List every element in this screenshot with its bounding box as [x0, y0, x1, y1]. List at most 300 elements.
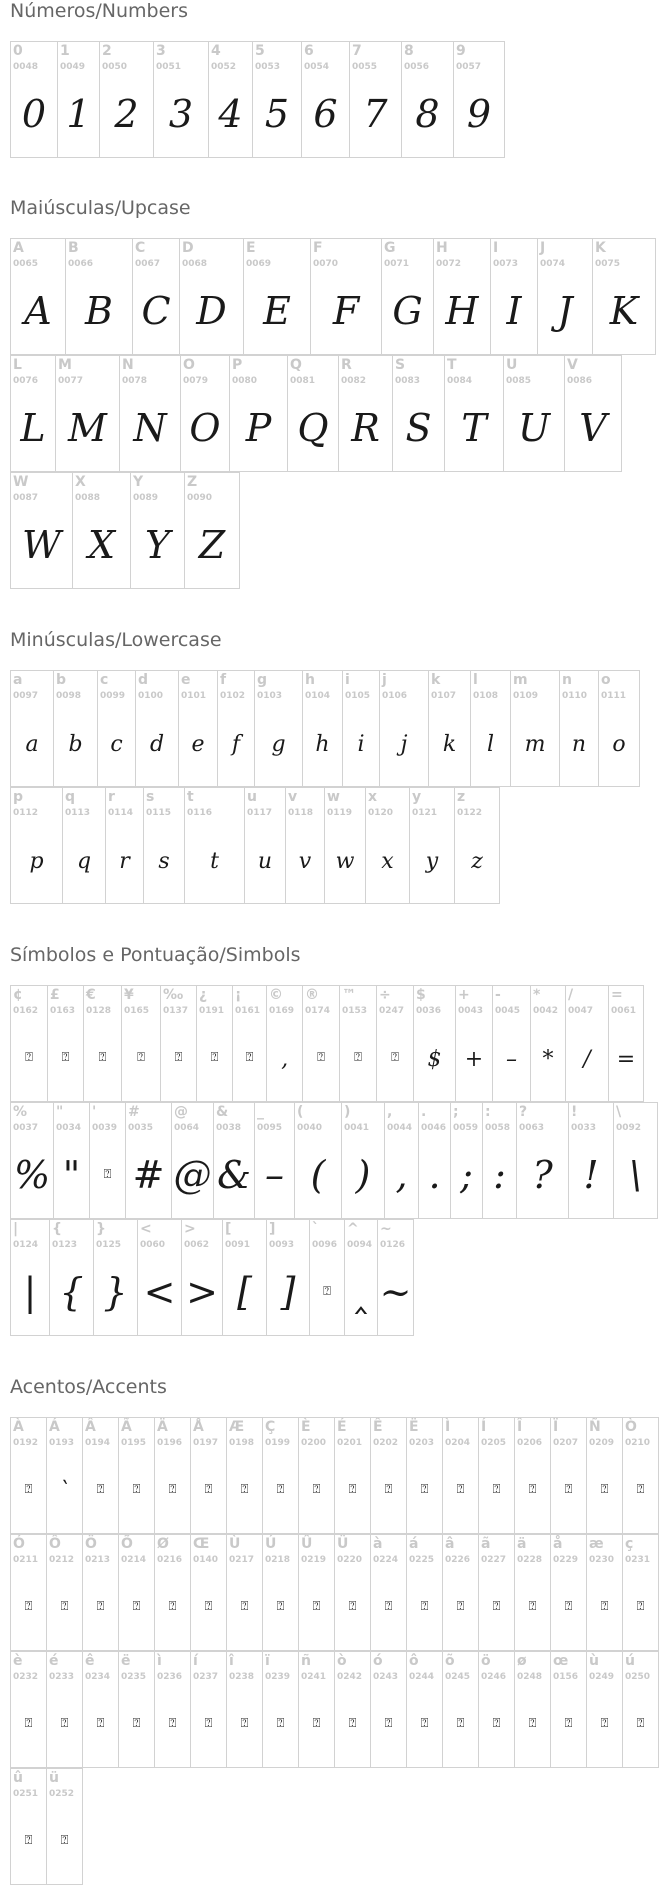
char-code: 0114 [108, 808, 134, 818]
char-label: Â [85, 1419, 96, 1435]
char-code: 0111 [601, 691, 627, 701]
char-code: 0079 [183, 376, 209, 386]
char-label: ü [49, 1770, 59, 1786]
char-label: & [216, 1104, 229, 1120]
char-label: 3 [156, 43, 166, 59]
glyph-cell [586, 1417, 623, 1534]
missing-glyph-icon: ⍰ [456, 1482, 465, 1497]
glyph-cell [181, 1219, 223, 1336]
glyph-preview: K [609, 289, 639, 333]
glyph-preview: | [23, 1270, 37, 1314]
missing-glyph-icon: ⍰ [60, 1599, 69, 1614]
char-label: Ë [409, 1419, 419, 1435]
char-label: i [345, 672, 350, 688]
glyph-cell [118, 1651, 155, 1768]
glyph-cell [444, 355, 504, 472]
missing-glyph-icon: ⍰ [24, 1482, 33, 1497]
glyph-cell [217, 670, 255, 787]
char-label: Ç [265, 1419, 276, 1435]
char-code: 0214 [121, 1555, 147, 1565]
char-code: 0064 [174, 1123, 200, 1133]
glyph-preview: , [395, 1153, 408, 1197]
char-label: á [409, 1536, 419, 1552]
glyph-cell [514, 1534, 551, 1651]
char-label: £ [50, 987, 60, 1003]
glyph-preview: u [257, 849, 273, 874]
section-title-numbers: Números/Numbers [10, 0, 188, 22]
missing-glyph-icon: ⍰ [312, 1716, 321, 1731]
char-label: D [182, 240, 194, 256]
glyph-cell [10, 238, 66, 355]
char-label: O [183, 357, 195, 373]
glyph-preview: 2 [114, 92, 139, 136]
glyph-cell [266, 1219, 310, 1336]
char-label: p [13, 789, 24, 805]
char-code: 0140 [193, 1555, 219, 1565]
char-label: ' [92, 1104, 97, 1120]
char-label: I [493, 240, 499, 256]
missing-glyph-icon: ⍰ [391, 1050, 399, 1065]
glyph-cell [244, 787, 286, 904]
missing-glyph-icon: ⍰ [132, 1716, 141, 1731]
glyph-cell [384, 1102, 419, 1219]
char-label: Ù [229, 1536, 241, 1552]
glyph-cell [190, 1534, 227, 1651]
char-code: 0153 [342, 1006, 368, 1016]
missing-glyph-icon: ⍰ [132, 1482, 141, 1497]
char-label: Œ [193, 1536, 210, 1552]
missing-glyph-icon: ⍰ [276, 1716, 285, 1731]
char-label: } [96, 1221, 106, 1237]
char-code: 0035 [128, 1123, 154, 1133]
glyph-cell [514, 1417, 551, 1534]
char-label: j [382, 672, 387, 688]
glyph-cell [376, 985, 414, 1102]
char-label: r [108, 789, 115, 805]
char-code: 0042 [533, 1006, 559, 1016]
char-code: 0106 [382, 691, 408, 701]
glyph-cell [180, 355, 230, 472]
char-label: ; [453, 1104, 459, 1120]
char-code: 0204 [445, 1438, 471, 1448]
glyph-preview: " [62, 1153, 81, 1197]
glyph-row [10, 1651, 658, 1768]
glyph-preview: B [85, 289, 113, 333]
glyph-cell [83, 985, 122, 1102]
char-code: 0070 [313, 259, 339, 269]
glyph-preview: N [133, 406, 167, 450]
glyph-cell [349, 41, 402, 158]
glyph-cell [568, 1102, 614, 1219]
char-label: Ä [157, 1419, 168, 1435]
glyph-preview: 1 [66, 92, 91, 136]
char-label: ó [373, 1653, 383, 1669]
missing-glyph-icon: ⍰ [210, 1050, 219, 1065]
char-code: 0241 [301, 1672, 327, 1682]
missing-glyph-icon: ⍰ [564, 1716, 573, 1731]
missing-glyph-icon: ⍰ [24, 1833, 33, 1848]
char-code: 0084 [447, 376, 473, 386]
char-code: 0202 [373, 1438, 399, 1448]
missing-glyph-icon: ⍰ [600, 1716, 609, 1731]
glyph-cell [302, 670, 343, 787]
glyph-preview: ; [460, 1153, 473, 1197]
missing-glyph-icon: ⍰ [204, 1482, 213, 1497]
missing-glyph-icon: ⍰ [276, 1599, 285, 1614]
missing-glyph-icon: ⍰ [456, 1716, 465, 1731]
glyph-preview: F [332, 289, 360, 333]
char-code: 0245 [445, 1672, 471, 1682]
glyph-preview: L [20, 406, 46, 450]
glyph-cell [453, 41, 505, 158]
glyph-cell [262, 1417, 299, 1534]
glyph-cell [478, 1534, 515, 1651]
glyph-cell [82, 1417, 119, 1534]
glyph-cell [302, 985, 340, 1102]
char-code: 0191 [199, 1006, 225, 1016]
glyph-cell [46, 1768, 83, 1885]
char-code: 0220 [337, 1555, 363, 1565]
glyph-preview: ! [583, 1153, 599, 1197]
glyph-preview: { [59, 1270, 84, 1314]
glyph-preview: / [583, 1047, 591, 1072]
char-label: ì [157, 1653, 162, 1669]
char-code: 0122 [457, 808, 483, 818]
glyph-cell [99, 41, 154, 158]
glyph-cell [132, 238, 180, 355]
char-label: è [13, 1653, 23, 1669]
char-label: ` [312, 1221, 319, 1237]
glyph-cell [454, 787, 500, 904]
missing-glyph-icon: ⍰ [98, 1050, 107, 1065]
char-code: 0232 [13, 1672, 39, 1682]
missing-glyph-icon: ⍰ [420, 1482, 429, 1497]
glyph-preview: \ [629, 1153, 642, 1197]
char-code: 0100 [138, 691, 164, 701]
glyph-cell [285, 787, 325, 904]
glyph-cell [10, 670, 54, 787]
char-code: 0126 [380, 1240, 406, 1250]
char-code: 0156 [553, 1672, 579, 1682]
glyph-cell [143, 787, 185, 904]
glyph-preview: f [231, 732, 241, 757]
char-code: 0229 [553, 1555, 579, 1565]
char-code: 0233 [49, 1672, 75, 1682]
missing-glyph-icon: ⍰ [96, 1599, 105, 1614]
glyph-cell [442, 1534, 479, 1651]
glyph-cell [208, 41, 253, 158]
char-label: 8 [404, 43, 414, 59]
glyph-cell [196, 985, 233, 1102]
missing-glyph-icon: ⍰ [600, 1599, 609, 1614]
char-code: 0119 [327, 808, 353, 818]
char-code: 0075 [595, 259, 621, 269]
glyph-cell [57, 41, 100, 158]
glyph-cell [406, 1534, 443, 1651]
missing-glyph-icon: ⍰ [240, 1599, 249, 1614]
missing-glyph-icon: ⍰ [96, 1716, 105, 1731]
char-code: 0231 [625, 1555, 651, 1565]
char-label: õ [445, 1653, 455, 1669]
glyph-cell [622, 1651, 659, 1768]
glyph-preview: w [335, 849, 355, 874]
char-label: à [373, 1536, 383, 1552]
char-code: 0195 [121, 1438, 147, 1448]
char-code: 0043 [458, 1006, 484, 1016]
char-label: ¡ [235, 987, 242, 1003]
glyph-preview: ‚ [281, 1047, 288, 1072]
char-label: S [395, 357, 406, 373]
char-label: J [540, 240, 546, 256]
char-label: z [457, 789, 466, 805]
char-label: Y [133, 474, 144, 490]
char-code: 0247 [379, 1006, 405, 1016]
glyph-cell [379, 670, 429, 787]
char-code: 0068 [182, 259, 208, 269]
char-code: 0230 [589, 1555, 615, 1565]
glyph-cell [262, 1651, 299, 1768]
char-code: 0062 [184, 1240, 210, 1250]
glyph-cell [46, 1534, 83, 1651]
char-code: 0194 [85, 1438, 111, 1448]
char-label: ¿ [199, 987, 208, 1003]
glyph-preview: 7 [363, 92, 388, 136]
char-code: 0118 [288, 808, 314, 818]
char-label: v [288, 789, 298, 805]
char-label: o [601, 672, 611, 688]
char-label: È [301, 1419, 311, 1435]
char-label: 9 [456, 43, 466, 59]
glyph-cell [564, 355, 622, 472]
char-code: 0212 [49, 1555, 75, 1565]
char-code: 0217 [229, 1555, 255, 1565]
glyph-preview: * [542, 1047, 554, 1072]
missing-glyph-icon: ⍰ [600, 1482, 609, 1497]
char-code: 0225 [409, 1555, 435, 1565]
char-label: / [568, 987, 574, 1003]
missing-glyph-icon: ⍰ [348, 1599, 357, 1614]
missing-glyph-icon: ⍰ [528, 1716, 537, 1731]
char-code: 0236 [157, 1672, 183, 1682]
glyph-cell [370, 1651, 407, 1768]
char-code: 0218 [265, 1555, 291, 1565]
char-label: ^ [347, 1221, 359, 1237]
section-title-accents: Acentos/Accents [10, 1376, 167, 1398]
char-label: 0 [13, 43, 23, 59]
glyph-preview: – [265, 1153, 284, 1197]
glyph-preview: M [68, 406, 107, 450]
missing-glyph-icon: ⍰ [323, 1284, 331, 1299]
char-code: 0235 [121, 1672, 147, 1682]
char-code: 0246 [481, 1672, 507, 1682]
glyph-cell [10, 355, 56, 472]
char-label: Ï [553, 1419, 559, 1435]
char-code: 0065 [13, 259, 39, 269]
char-code: 0082 [341, 376, 367, 386]
char-code: 0201 [337, 1438, 363, 1448]
char-label: g [257, 672, 268, 688]
char-code: 0115 [146, 808, 172, 818]
glyph-cell [613, 1102, 658, 1219]
char-code: 0083 [395, 376, 421, 386]
glyph-cell [178, 670, 218, 787]
glyph-preview: g [271, 732, 286, 757]
missing-glyph-icon: ⍰ [24, 1599, 33, 1614]
glyph-cell [537, 238, 593, 355]
glyph-preview: % [13, 1153, 51, 1197]
char-code: 0110 [562, 691, 588, 701]
glyph-row [10, 1102, 657, 1219]
char-label: a [13, 672, 23, 688]
char-label: ä [517, 1536, 527, 1552]
char-code: 0089 [133, 493, 159, 503]
glyph-preview: E [263, 289, 291, 333]
glyph-cell [10, 985, 48, 1102]
glyph-cell [530, 985, 566, 1102]
glyph-preview: I [506, 289, 522, 333]
char-label: Î [517, 1419, 523, 1435]
glyph-preview: 3 [168, 92, 194, 136]
glyph-cell [550, 1534, 587, 1651]
glyph-preview: > [186, 1270, 218, 1314]
glyph-cell [455, 985, 493, 1102]
char-code: 0048 [13, 62, 39, 72]
glyph-preview: ` [59, 1479, 70, 1504]
char-label: = [611, 987, 623, 1003]
glyph-preview: 9 [466, 92, 492, 136]
glyph-preview: Q [297, 406, 329, 450]
missing-glyph-icon: ⍰ [168, 1716, 177, 1731]
glyph-preview: a [25, 732, 39, 757]
char-label: X [75, 474, 86, 490]
glyph-cell [190, 1651, 227, 1768]
missing-glyph-icon: ⍰ [60, 1833, 69, 1848]
char-label: Q [290, 357, 302, 373]
glyph-preview: } [103, 1270, 128, 1314]
char-code: 0097 [13, 691, 39, 701]
char-label: W [13, 474, 29, 490]
char-label: \ [616, 1104, 622, 1120]
char-label: 5 [255, 43, 265, 59]
glyph-cell [226, 1417, 263, 1534]
missing-glyph-icon: ⍰ [312, 1599, 321, 1614]
char-label: Ú [265, 1536, 277, 1552]
glyph-preview: D [196, 289, 227, 333]
char-code: 0095 [257, 1123, 283, 1133]
glyph-cell [154, 1534, 191, 1651]
glyph-cell [53, 1102, 90, 1219]
glyph-row [10, 1219, 413, 1336]
char-label: ô [409, 1653, 419, 1669]
glyph-cell [49, 1219, 94, 1336]
glyph-cell [105, 787, 144, 904]
char-code: 0094 [347, 1240, 373, 1250]
char-code: 0081 [290, 376, 316, 386]
glyph-preview: & [217, 1153, 251, 1197]
char-label: ø [517, 1653, 527, 1669]
glyph-cell [450, 1102, 483, 1219]
char-label: b [56, 672, 67, 688]
glyph-cell [179, 238, 244, 355]
missing-glyph-icon: ⍰ [384, 1716, 393, 1731]
char-label: A [13, 240, 24, 256]
char-label: ? [519, 1104, 528, 1120]
glyph-cell [10, 1534, 47, 1651]
glyph-preview: ~ [379, 1270, 412, 1314]
glyph-preview: v [298, 849, 312, 874]
char-code: 0116 [187, 808, 213, 818]
char-label: ù [589, 1653, 599, 1669]
glyph-cell [10, 41, 58, 158]
glyph-cell [10, 1651, 47, 1768]
glyph-cell [565, 985, 609, 1102]
char-code: 0192 [13, 1438, 39, 1448]
char-label: . [421, 1104, 427, 1120]
char-label: q [65, 789, 76, 805]
glyph-cell [190, 1417, 227, 1534]
glyph-cell [10, 1768, 47, 1885]
missing-glyph-icon: ⍰ [348, 1716, 357, 1731]
char-label: 6 [304, 43, 314, 59]
char-label: Ø [157, 1536, 169, 1552]
glyph-preview: ) [355, 1153, 371, 1197]
missing-glyph-icon: ⍰ [24, 1716, 33, 1731]
char-code: 0120 [368, 808, 394, 818]
missing-glyph-icon: ⍰ [528, 1599, 537, 1614]
glyph-cell [478, 1417, 515, 1534]
glyph-cell [334, 1651, 371, 1768]
glyph-preview: = [616, 1047, 636, 1072]
char-code: 0103 [257, 691, 283, 701]
char-code: 0207 [553, 1438, 579, 1448]
char-code: 0162 [13, 1006, 39, 1016]
glyph-preview: [ [237, 1270, 252, 1314]
char-code: 0209 [589, 1438, 615, 1448]
char-label: C [135, 240, 146, 256]
char-label: H [436, 240, 448, 256]
char-label: l [473, 672, 478, 688]
char-code: 0056 [404, 62, 430, 72]
glyph-cell [490, 238, 538, 355]
char-label: ç [625, 1536, 634, 1552]
missing-glyph-icon: ⍰ [564, 1482, 573, 1497]
char-code: 0091 [225, 1240, 251, 1250]
char-code: 0123 [52, 1240, 78, 1250]
glyph-cell [298, 1651, 335, 1768]
missing-glyph-icon: ⍰ [61, 1050, 70, 1065]
char-code: 0234 [85, 1672, 111, 1682]
glyph-cell [365, 787, 410, 904]
glyph-cell [334, 1417, 371, 1534]
glyph-cell [622, 1534, 659, 1651]
glyph-preview: ‸ [354, 1270, 368, 1314]
char-code: 0034 [56, 1123, 82, 1133]
char-label: 7 [352, 43, 362, 59]
char-label: Ö [85, 1536, 97, 1552]
missing-glyph-icon: ⍰ [240, 1482, 249, 1497]
glyph-preview: . [428, 1153, 441, 1197]
char-label: å [553, 1536, 563, 1552]
glyph-cell [406, 1417, 443, 1534]
char-label: ê [85, 1653, 95, 1669]
glyph-cell [10, 472, 73, 589]
char-label: Ñ [589, 1419, 601, 1435]
glyph-preview: t [210, 849, 219, 874]
glyph-cell [89, 1102, 126, 1219]
glyph-preview: G [392, 289, 423, 333]
char-label: ( [297, 1104, 304, 1120]
char-code: 0080 [232, 376, 258, 386]
